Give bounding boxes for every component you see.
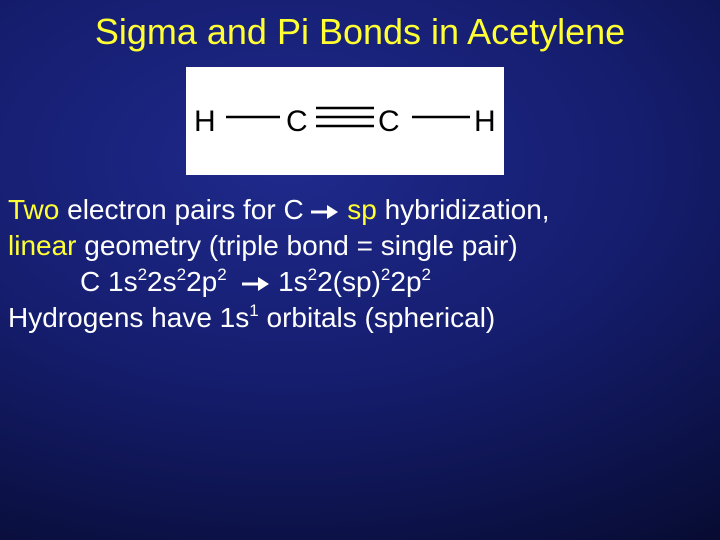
acetylene-structure-diagram — [186, 67, 504, 175]
config-before: C $1s^22s^22p^2$ — [80, 265, 227, 297]
atom-h-right: H — [474, 105, 496, 138]
slide-title: Sigma and Pi Bonds in Acetylene — [94, 11, 626, 52]
acetylene-structure-svg — [186, 67, 504, 175]
bullet-line-hydrogens: Hydrogens have $1s^1$ orbitals (spherical) — [8, 301, 496, 333]
atom-h-left: H — [194, 105, 216, 138]
highlight-two: Two — [8, 194, 60, 225]
arrow-right-icon — [242, 276, 270, 292]
highlight-sp: sp — [347, 194, 377, 225]
atom-c-right: C — [378, 105, 400, 138]
bullet-line-geometry — [8, 228, 720, 264]
atom-c-left: C — [286, 105, 308, 138]
text-hybridization: hybridization, — [376, 194, 550, 225]
config-after: $1s^22(sp)^22p^2$ — [278, 265, 431, 297]
text-electron-pairs: electron pairs for C — [59, 194, 312, 225]
electron-configuration-line — [8, 264, 720, 300]
slide-body — [8, 192, 720, 336]
triple-bond — [316, 108, 374, 126]
highlight-linear: linear — [8, 230, 77, 261]
bullet-line-hybridization — [8, 192, 720, 228]
text-geometry: geometry (triple bond = single pair) — [76, 230, 518, 261]
arrow-right-icon — [311, 204, 339, 220]
